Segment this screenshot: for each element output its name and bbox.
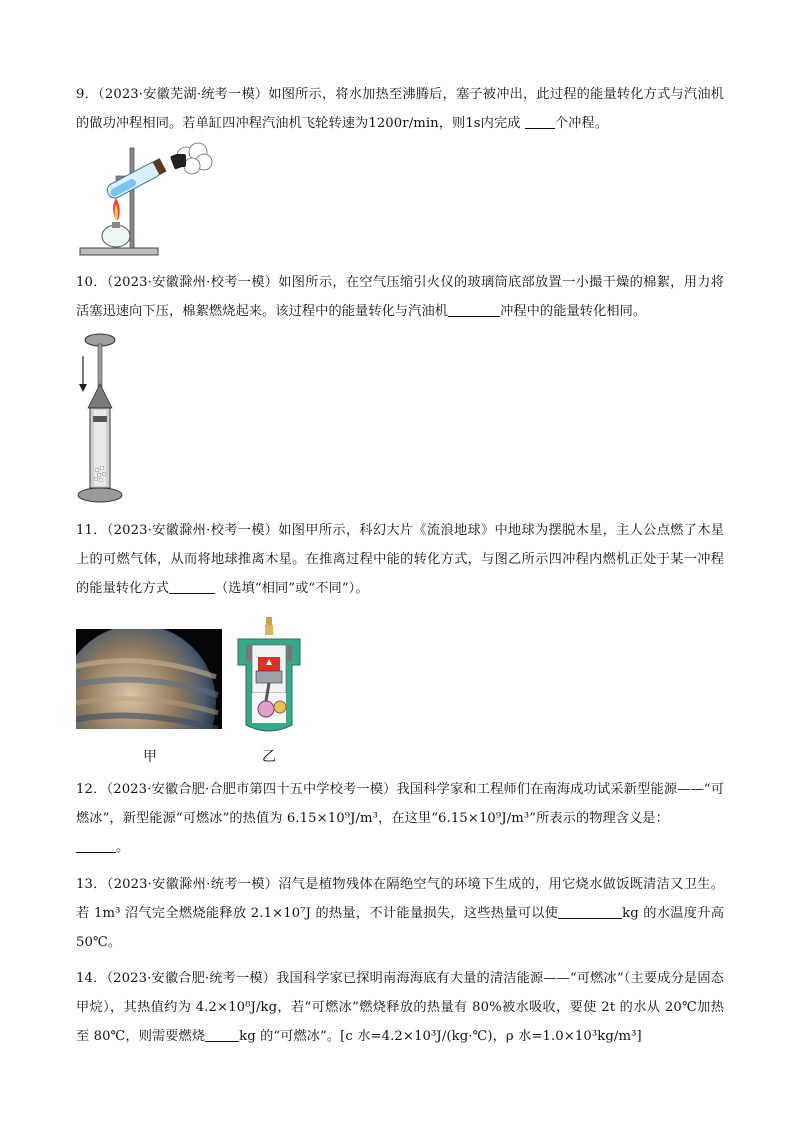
question-number: 13． bbox=[76, 877, 107, 892]
question-number: 11． bbox=[76, 523, 107, 538]
question-source: （2023·安徽合肥·合肥市第四十五中学校考一模） bbox=[106, 782, 397, 797]
question-text: 如图甲所示，科幻大片《流浪地球》中地球为摆脱木星，主人公点燃了木星上的可燃气体，从而将地球推离木星。在推离过程中能的转化方式，与图乙所示四冲程内燃机正处于某一冲程的能量转化方式 bbox=[76, 523, 725, 596]
question-text: 沼气是植物残体在隔绝空气的环境下生成的，用它烧水做饭既清洁又卫生。若 1m³ 沼气完全燃烧能释放 2.1×10⁷J 的热量，不计能量损失，这些热量可以使 bbox=[76, 877, 725, 921]
question-10 bbox=[76, 268, 724, 326]
figure-caption-yi: 乙 bbox=[262, 749, 276, 765]
question-source: （2023·安徽芜湖·统考一模） bbox=[98, 87, 269, 102]
answer-blank[interactable] bbox=[525, 114, 555, 129]
question-text: 如图所示，将水加热至沸腾后，塞子被冲出，此过程的能量转化方式与汽油机的做功冲程相同。若单缸四冲程汽油机飞轮转速为1200r/min，则1s内完成 bbox=[76, 87, 725, 131]
question-13 bbox=[76, 870, 724, 957]
answer-blank[interactable] bbox=[169, 579, 215, 594]
question-9 bbox=[76, 80, 724, 138]
four-stroke-engine-figure bbox=[232, 615, 306, 735]
figure-caption-jia: 甲 bbox=[143, 749, 157, 765]
question-text-end: kg 的“可燃冰”。[c 水=4.2×10³J/(kg·℃)，ρ 水=1.0×10³kg/m³] bbox=[239, 1029, 642, 1044]
question-source: （2023·安徽滁州·统考一模） bbox=[106, 877, 279, 892]
question-text-end: 个冲程。 bbox=[554, 116, 608, 131]
question-text-end: 。 bbox=[116, 840, 130, 855]
question-11 bbox=[76, 516, 724, 603]
question-text: 我国科学家已探明南海海底有大量的清洁能源——“可燃冰”（主要成分是固态甲烷），其热值约为 4.2×10⁸J/kg，若“可燃冰”燃烧释放的热量有 80%被水吸收，要使 2t 的水从 20℃加热至 80℃，则需要燃烧 bbox=[76, 971, 724, 1044]
question-source: （2023·安徽滁州·校考一模） bbox=[106, 275, 279, 290]
jupiter-photo bbox=[76, 629, 222, 729]
question-text-end: kg 的水温度升高 50℃。 bbox=[76, 906, 725, 950]
boiling-tube-figure bbox=[76, 140, 216, 260]
question-number: 10． bbox=[76, 275, 107, 290]
question-number: 14． bbox=[76, 971, 107, 986]
answer-blank[interactable] bbox=[448, 302, 500, 317]
question-source: （2023·安徽滁州·校考一模） bbox=[106, 523, 279, 538]
question-source: （2023·安徽合肥·统考一模） bbox=[106, 971, 277, 986]
answer-blank[interactable] bbox=[205, 1027, 239, 1042]
question-12 bbox=[76, 775, 724, 862]
question-14 bbox=[76, 964, 724, 1051]
question-text-end: 冲程中的能量转化相同。 bbox=[500, 304, 647, 319]
answer-blank[interactable] bbox=[76, 838, 116, 853]
answer-blank[interactable] bbox=[558, 904, 622, 919]
question-text-end: （选填“相同”或“不同”）。 bbox=[215, 581, 369, 596]
air-compression-igniter-figure bbox=[76, 330, 136, 505]
question-text: 我国科学家和工程师们在南海成功试采新型能源——“可燃冰”，新型能源“可燃冰”的热值为 6.15×10⁹J/m³，在这里“6.15×10⁹J/m³”所表示的物理含义是： bbox=[76, 782, 724, 826]
question-number: 12． bbox=[76, 782, 107, 797]
question-number: 9． bbox=[76, 87, 99, 102]
question-text: 如图所示，在空气压缩引火仪的玻璃筒底部放置一小撮干燥的棉絮，用力将活塞迅速向下压，棉絮燃烧起来。该过程中的能量转化与汽油机 bbox=[76, 275, 725, 319]
